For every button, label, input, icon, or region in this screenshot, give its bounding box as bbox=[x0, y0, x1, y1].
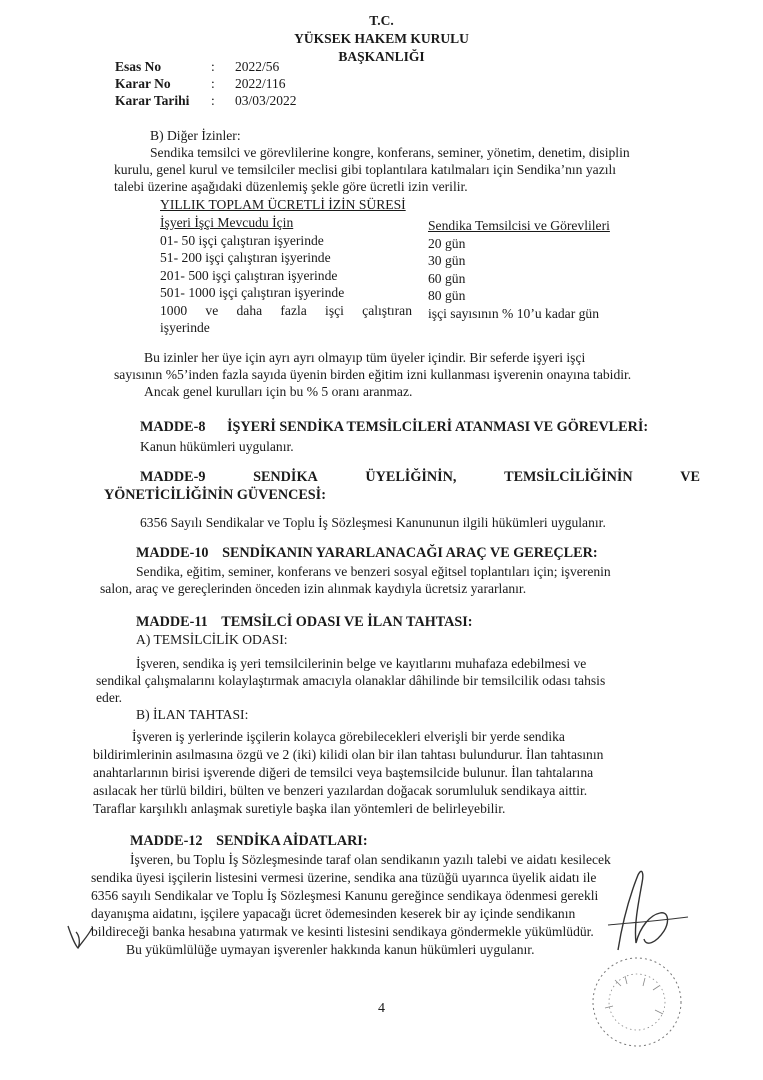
madde-12-line: İşveren, bu Toplu İş Sözleşmesinde taraf olan sendikanın yazılı talebi ve aidatı kesilecek bbox=[130, 852, 611, 867]
header-line-institution: YÜKSEK HAKEM KURULU bbox=[294, 31, 469, 46]
leave-row-left: 01- 50 işçi çalıştıran işyerinde bbox=[160, 232, 324, 248]
madde-12-line: Bu yükümlülüğe uymayan işverenler hakkında kanun hükümleri uygulanır. bbox=[126, 942, 535, 957]
section-b-heading: B) Diğer İzinler: bbox=[150, 128, 241, 143]
case-info-colon: : bbox=[211, 93, 215, 108]
madde-11-b-line: bildirimlerinin asılmasına özgü ve 2 (iki) kilidi olan bir ilan tahtası bulundurur. İlan tahtasının bbox=[93, 747, 604, 762]
madde-11-a-line: eder. bbox=[96, 690, 123, 705]
madde-12-title: SENDİKA AİDATLARI: bbox=[216, 833, 368, 849]
case-info-value: 2022/116 bbox=[235, 76, 286, 91]
leave-row-left bbox=[160, 302, 428, 337]
madde-11-sub-b: B) İLAN TAHTASI: bbox=[136, 707, 249, 722]
leave-row-left-line: işyerinde bbox=[160, 320, 210, 335]
leave-table-row bbox=[160, 284, 660, 302]
case-info-row bbox=[115, 75, 297, 92]
leave-table bbox=[160, 214, 660, 337]
madde-9-body: 6356 Sayılı Sendikalar ve Toplu İş Sözleşmesi Kanununun ilgili hükümleri uygulanır. bbox=[140, 515, 606, 530]
case-info-row bbox=[115, 58, 297, 75]
madde-10-body-line: salon, araç ve gereçlerinden önceden izin alınmak kaydıyla ücretsiz yararlanır. bbox=[100, 581, 527, 596]
leave-table-row bbox=[160, 249, 660, 267]
madde-11-b-line: asılacak her türlü bildiri, bülten ve benzeri yazılardan doğacak sorumluluk sendikaya aittir. bbox=[93, 783, 588, 798]
case-info-label: Karar Tarihi bbox=[115, 93, 190, 108]
leave-row-right: 30 gün bbox=[428, 253, 466, 268]
madde-11-sub-a: A) TEMSİLCİLİK ODASI: bbox=[136, 632, 288, 647]
leave-table-row bbox=[160, 302, 660, 337]
madde-10-title: SENDİKANIN YARARLANACAĞI ARAÇ VE GEREÇLER: bbox=[222, 545, 598, 561]
case-info bbox=[115, 58, 297, 109]
madde-9-heading bbox=[140, 469, 700, 487]
madde-11-number: MADDE-11 bbox=[136, 614, 208, 630]
madde-8-body: Kanun hükümleri uygulanır. bbox=[140, 439, 294, 454]
leave-table-header bbox=[160, 214, 660, 232]
madde-9-title-line2: YÖNETİCİLİĞİNİN GÜVENCESİ: bbox=[104, 487, 326, 503]
initials-signature-left bbox=[62, 918, 102, 958]
madde-10-number: MADDE-10 bbox=[136, 545, 209, 561]
case-info-colon: : bbox=[211, 76, 215, 91]
section-b-note-line: sayısının %5’inden fazla sayıda üyenin birden eğitim izni kullanması işverenin onayına tabidir. bbox=[114, 367, 632, 382]
leave-col-header-left: İşyeri İşçi Mevcudu İçin bbox=[160, 215, 294, 230]
leave-row-right: 60 gün bbox=[428, 270, 466, 286]
leave-table-row bbox=[160, 267, 660, 285]
madde-12-line: bildireceği banka hesabına yatırmak ve kesinti listesini sendikaya göndermekle yükümlüdür. bbox=[91, 924, 594, 939]
madde-9-title-word: VE bbox=[680, 469, 700, 485]
leave-row-right: 20 gün bbox=[428, 235, 466, 251]
section-b-note-line: Bu izinler her üye için ayrı ayrı olmayıp tüm üyeler içindir. Bir seferde işyeri işçi bbox=[144, 350, 586, 365]
leave-row-left-line: 1000 ve daha fazla işçi çalıştıran bbox=[160, 302, 412, 318]
leave-row-right: 80 gün bbox=[428, 288, 466, 303]
section-b-note-line: Ancak genel kurulları için bu % 5 oranı aranmaz. bbox=[144, 384, 413, 399]
madde-9-title-word: ÜYELİĞİNİN, bbox=[365, 469, 457, 485]
case-info-value: 2022/56 bbox=[235, 59, 280, 74]
madde-10-heading bbox=[136, 545, 598, 563]
case-info-value: 03/03/2022 bbox=[235, 93, 297, 108]
case-info-label: Esas No bbox=[115, 59, 162, 74]
madde-11-a-line: İşveren, sendika iş yeri temsilcilerinin belge ve kayıtlarını muhafaza edebilmesi ve bbox=[136, 656, 587, 671]
initials-signature-right bbox=[598, 855, 698, 965]
leave-row-left: 51- 200 işçi çalıştıran işyerinde bbox=[160, 250, 331, 265]
leave-table-row bbox=[160, 232, 660, 250]
leave-row-left: 201- 500 işçi çalıştıran işyerinde bbox=[160, 267, 338, 283]
madde-12-line: dayanışma aidatını, işçilere yapacağı ücret ödemesinden keserek bir ay içinde sendikanın bbox=[91, 906, 576, 921]
leave-table-title: YILLIK TOPLAM ÜCRETLİ İZİN SÜRESİ bbox=[160, 197, 406, 212]
madde-10-body-line: Sendika, eğitim, seminer, konferans ve benzeri sosyal eğitsel toplantıları için; işverenin bbox=[136, 564, 611, 579]
leave-row-left: 501- 1000 işçi çalıştıran işyerinde bbox=[160, 285, 345, 300]
official-stamp bbox=[575, 950, 695, 1050]
madde-11-b-line: İşveren iş yerlerinde işçilerin kolayca görebilecekleri elverişli bir yerde sendika bbox=[132, 729, 565, 744]
madde-8-number: MADDE-8 bbox=[140, 419, 206, 435]
madde-8-title: İŞYERİ SENDİKA TEMSİLCİLERİ ATANMASI VE GÖREVLERİ: bbox=[226, 419, 649, 435]
madde-12-number: MADDE-12 bbox=[130, 833, 203, 849]
page-number: 4 bbox=[378, 1001, 385, 1016]
leave-col-header-right: Sendika Temsilcisi ve Görevlileri bbox=[428, 218, 610, 233]
case-info-label: Karar No bbox=[115, 76, 171, 91]
madde-11-heading bbox=[136, 614, 473, 632]
madde-11-b-line: Taraflar karşılıklı anlaşmak suretiyle başka ilan yöntemleri de belirleyebilir. bbox=[93, 801, 506, 816]
section-b-para-line: kurulu, genel kurul ve temsilciler meclisi gibi toplantılara katılmaları için Sendika’nın yazılı bbox=[114, 162, 617, 177]
case-info-colon: : bbox=[211, 59, 215, 74]
section-b-para-line: talebi üzerine aşağıdaki düzenlemiş şekle göre ücretli izin verilir. bbox=[114, 179, 468, 194]
leave-row-right: işçi sayısının % 10’u kadar gün bbox=[428, 305, 600, 321]
madde-12-line: sendika üyesi işçilerin listesini vermesi üzerine, sendika ana tüzüğü uyarınca üyelik aidatı ile bbox=[91, 870, 597, 885]
section-b-para-line: Sendika temsilci ve görevlilerine kongre, konferans, seminer, yönetim, denetim, disiplin bbox=[150, 145, 630, 160]
case-info-row bbox=[115, 92, 297, 109]
madde-11-title: TEMSİLCİ ODASI VE İLAN TAHTASI: bbox=[221, 614, 473, 630]
madde-12-line: 6356 sayılı Sendikalar ve Toplu İş Sözleşmesi Kanunu gereğince sendikaya ödenmesi gerekli bbox=[91, 888, 599, 903]
madde-9-title-word: TEMSİLCİLİĞİNİN bbox=[504, 469, 633, 485]
header-line-presidency: BAŞKANLIĞI bbox=[338, 49, 425, 64]
madde-8-heading bbox=[140, 419, 648, 437]
madde-12-heading bbox=[130, 833, 368, 851]
madde-9-title-word: SENDİKA bbox=[253, 469, 318, 485]
madde-11-a-line: sendikal çalışmalarını kolaylaştırmak amacıyla olanaklar dâhilinde bir temsilcilik odası tahsis bbox=[96, 673, 606, 688]
madde-9-number: MADDE-9 bbox=[140, 469, 206, 485]
header-line-tc: T.C. bbox=[369, 13, 394, 28]
madde-11-b-line: anahtarlarının birisi işverende diğeri de temsilci veya baştemsilcide bulunur. İlan tahtalarına bbox=[93, 765, 594, 780]
